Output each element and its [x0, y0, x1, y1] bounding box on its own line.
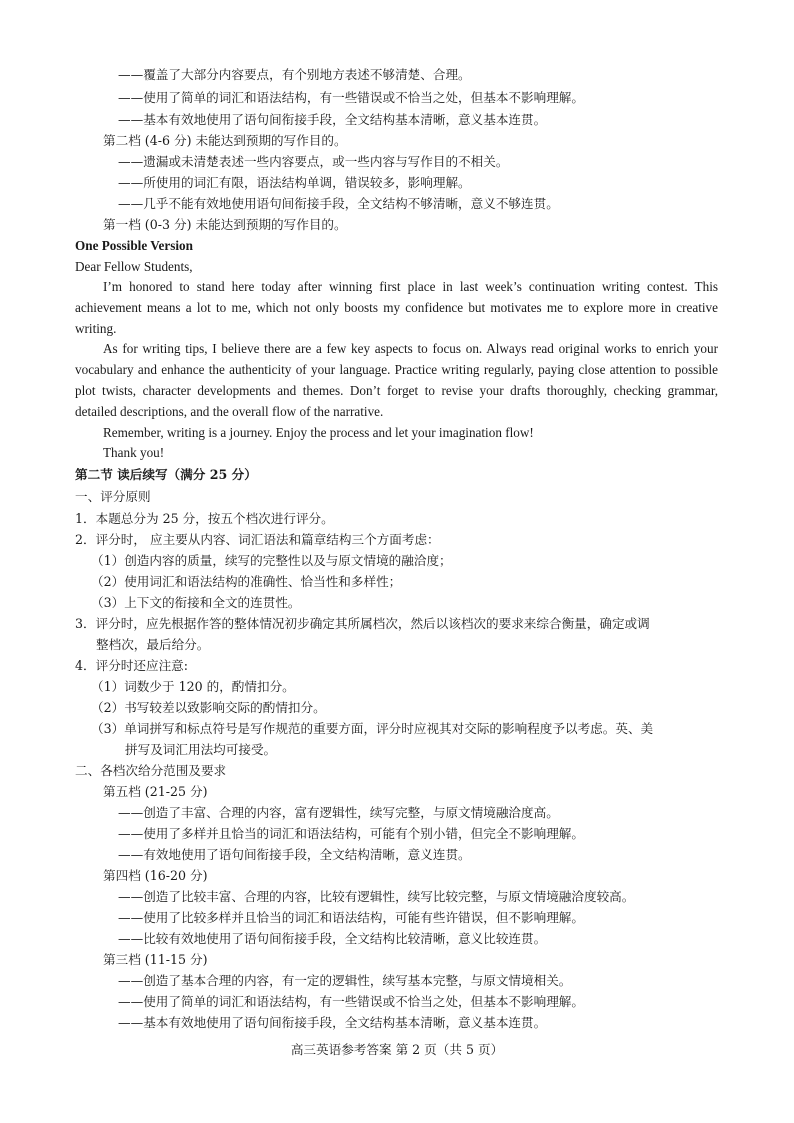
sample-heading: One Possible Version — [75, 238, 193, 253]
sample-body — [75, 277, 718, 464]
sample-paragraph-3: Remember, writing is a journey. Enjoy the process and let your imagination flow! — [103, 424, 534, 440]
note-sub-2: （2）书写较差以致影响交际的酌情扣分。 — [91, 700, 326, 715]
principle-item-3-cont: 整档次，最后给分。 — [96, 637, 210, 652]
principle-sub-3: （3）上下文的衔接和全文的连贯性。 — [91, 595, 301, 610]
note-sub-3-cont: 拼写及词汇用法均可接受。 — [125, 742, 277, 757]
tier2-title: 第二档 (4-6 分) 未能达到预期的写作目的。 — [103, 133, 347, 148]
principles-heading: 一、评分原则 — [75, 489, 151, 504]
sample-salutation: Dear Fellow Students, — [75, 259, 193, 274]
sample-paragraph-1: I’m honored to stand here today after winning first place in last week’s continuation writing contest. This achievement means a lot to me, which not only boosts my confidence but motivates me to explore more in creative writing. — [75, 279, 718, 336]
tier5-criterion-2: ——使用了多样并且恰当的词汇和语法结构，可能有个别小错，但完全不影响理解。 — [118, 826, 584, 841]
principle-item-4: 4．评分时还应注意: — [75, 658, 189, 673]
note-sub-1: （1）词数少于 120 的，酌情扣分。 — [91, 679, 295, 694]
sample-paragraph-4: Thank you! — [103, 445, 165, 461]
tier3b-criterion-3: ——基本有效地使用了语句间衔接手段，全文结构基本清晰，意义基本连贯。 — [118, 1015, 547, 1030]
bands-heading: 二、各档次给分范围及要求 — [75, 763, 227, 778]
tier4-title: 第四档 (16-20 分) — [103, 868, 208, 883]
tier3-title: 第三档 (11-15 分) — [103, 952, 208, 967]
tier3-criterion-3: ——基本有效地使用了语句间衔接手段，全文结构基本清晰，意义基本连贯。 — [118, 112, 547, 127]
tier4-criterion-2: ——使用了比较多样并且恰当的词汇和语法结构，可能有些许错误，但不影响理解。 — [118, 910, 584, 925]
principle-sub-2: （2）使用词汇和语法结构的准确性、恰当性和多样性； — [91, 574, 402, 589]
principle-item-2: 2．评分时， 应主要从内容、词汇语法和篇章结构三个方面考虑： — [75, 532, 440, 547]
note-sub-3: （3）单词拼写和标点符号是写作规范的重要方面，评分时应视其对交际的影响程度予以考虑。英、美 — [91, 721, 654, 736]
tier3b-criterion-2: ——使用了简单的词汇和语法结构，有一些错误或不恰当之处，但基本不影响理解。 — [118, 994, 584, 1009]
section2-title: 第二节 读后续写（满分 25 分） — [75, 467, 257, 482]
tier5-criterion-1: ——创造了丰富、合理的内容，富有逻辑性，续写完整，与原文情境融洽度高。 — [118, 805, 559, 820]
principle-sub-1: （1）创造内容的质量，续写的完整性以及与原文情境的融洽度； — [91, 553, 452, 568]
tier2-criterion-1: ——遗漏或未清楚表述一些内容要点，或一些内容与写作目的不相关。 — [118, 154, 509, 169]
tier2-criterion-3: ——几乎不能有效地使用语句间衔接手段，全文结构不够清晰，意义不够连贯。 — [118, 196, 559, 211]
tier1-title: 第一档 (0-3 分) 未能达到预期的写作目的。 — [103, 217, 347, 232]
tier3-criterion-2: ——使用了简单的词汇和语法结构，有一些错误或不恰当之处，但基本不影响理解。 — [118, 90, 584, 105]
principle-item-3: 3．评分时，应先根据作答的整体情况初步确定其所属档次，然后以该档次的要求来综合衡量，确定或调 — [75, 616, 650, 631]
tier2-criterion-2: ——所使用的词汇有限，语法结构单调，错误较多，影响理解。 — [118, 175, 471, 190]
tier4-criterion-3: ——比较有效地使用了语句间衔接手段，全文结构比较清晰，意义比较连贯。 — [118, 931, 547, 946]
page-footer: 高三英语参考答案 第 2 页（共 5 页） — [290, 1042, 504, 1057]
principle-item-1: 1．本题总分为 25 分，按五个档次进行评分。 — [75, 511, 334, 526]
tier4-criterion-1: ——创造了比较丰富、合理的内容，比较有逻辑性，续写比较完整，与原文情境融洽度较高。 — [118, 889, 635, 904]
sample-paragraph-2: As for writing tips, I believe there are a few key aspects to focus on. Always read original works to enrich your vocabulary and enhance the authenticity of your language. Practice writing regularly, paying close attention to possible plot twists, character developments and themes. Don’t forget to revise your drafts thoroughly, checking grammar, detailed descriptions, and the overall flow of the narrative. — [75, 341, 718, 419]
tier3-criterion-1: ——覆盖了大部分内容要点，有个别地方表述不够清楚、合理。 — [118, 67, 471, 82]
tier5-title: 第五档 (21-25 分) — [103, 784, 208, 799]
tier3b-criterion-1: ——创造了基本合理的内容，有一定的逻辑性，续写基本完整，与原文情境相关。 — [118, 973, 572, 988]
tier5-criterion-3: ——有效地使用了语句间衔接手段，全文结构清晰，意义连贯。 — [118, 847, 471, 862]
